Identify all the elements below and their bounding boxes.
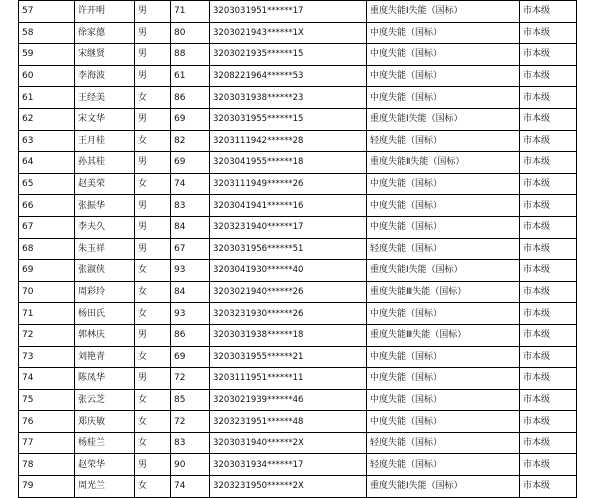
- cell-name: 张淑侠: [75, 260, 135, 282]
- table-row: [19, 281, 577, 303]
- cell-sex: 女: [135, 130, 171, 152]
- cell-area: 市本级: [520, 324, 577, 346]
- cell-sex: 男: [135, 65, 171, 87]
- cell-age: 84: [171, 216, 210, 238]
- cell-area: 市本级: [520, 65, 577, 87]
- cell-name: 李夫久: [75, 216, 135, 238]
- cell-sex: 女: [135, 260, 171, 282]
- disability-list-table: [18, 0, 577, 498]
- cell-sex: 男: [135, 368, 171, 390]
- cell-index: 70: [19, 281, 75, 303]
- cell-index: 61: [19, 87, 75, 109]
- cell-age: 80: [171, 22, 210, 44]
- cell-sex: 男: [135, 216, 171, 238]
- cell-index: 60: [19, 65, 75, 87]
- cell-disability-level: 中度失能（国标）: [367, 303, 520, 325]
- cell-disability-level: 重度失能Ⅲ失能（国标）: [367, 281, 520, 303]
- cell-sex: 女: [135, 389, 171, 411]
- cell-id-number: 3203031938******18: [210, 324, 367, 346]
- cell-id-number: 3203111951******11: [210, 368, 367, 390]
- cell-id-number: 3203041930******40: [210, 260, 367, 282]
- cell-index: 59: [19, 44, 75, 66]
- cell-name: 王经美: [75, 87, 135, 109]
- table-row: [19, 1, 577, 23]
- cell-index: 57: [19, 1, 75, 23]
- cell-disability-level: 重度失能Ⅰ失能（国标）: [367, 260, 520, 282]
- cell-area: 市本级: [520, 281, 577, 303]
- table-row: [19, 476, 577, 498]
- cell-index: 74: [19, 368, 75, 390]
- cell-index: 75: [19, 389, 75, 411]
- cell-index: 73: [19, 346, 75, 368]
- cell-area: 市本级: [520, 22, 577, 44]
- cell-age: 90: [171, 454, 210, 476]
- cell-index: 69: [19, 260, 75, 282]
- cell-id-number: 3203021939******46: [210, 389, 367, 411]
- cell-disability-level: 重度失能Ⅰ失能（国标）: [367, 108, 520, 130]
- table-row: [19, 22, 577, 44]
- cell-area: 市本级: [520, 173, 577, 195]
- cell-area: 市本级: [520, 238, 577, 260]
- cell-age: 74: [171, 173, 210, 195]
- cell-area: 市本级: [520, 346, 577, 368]
- cell-disability-level: 中度失能（国标）: [367, 346, 520, 368]
- cell-index: 65: [19, 173, 75, 195]
- table-row: [19, 173, 577, 195]
- cell-name: 徐家德: [75, 22, 135, 44]
- table-row: [19, 216, 577, 238]
- cell-age: 93: [171, 303, 210, 325]
- cell-age: 72: [171, 411, 210, 433]
- table-row: [19, 130, 577, 152]
- cell-disability-level: 中度失能（国标）: [367, 389, 520, 411]
- cell-disability-level: 中度失能（国标）: [367, 44, 520, 66]
- cell-area: 市本级: [520, 152, 577, 174]
- cell-name: 郑庆敏: [75, 411, 135, 433]
- cell-id-number: 3203231930******26: [210, 303, 367, 325]
- cell-disability-level: 中度失能（国标）: [367, 216, 520, 238]
- cell-id-number: 3203021935******15: [210, 44, 367, 66]
- cell-sex: 男: [135, 152, 171, 174]
- cell-disability-level: 轻度失能（国标）: [367, 238, 520, 260]
- cell-sex: 男: [135, 454, 171, 476]
- cell-index: 72: [19, 324, 75, 346]
- cell-age: 86: [171, 87, 210, 109]
- cell-area: 市本级: [520, 108, 577, 130]
- cell-disability-level: 重度失能Ⅰ失能（国标）: [367, 1, 520, 23]
- table-row: [19, 432, 577, 454]
- cell-area: 市本级: [520, 368, 577, 390]
- cell-disability-level: 中度失能（国标）: [367, 65, 520, 87]
- cell-sex: 女: [135, 432, 171, 454]
- cell-name: 李海波: [75, 65, 135, 87]
- cell-area: 市本级: [520, 216, 577, 238]
- table-row: [19, 44, 577, 66]
- cell-area: 市本级: [520, 195, 577, 217]
- table-row: [19, 108, 577, 130]
- cell-age: 82: [171, 130, 210, 152]
- cell-name: 宋继贤: [75, 44, 135, 66]
- cell-disability-level: 重度失能Ⅱ失能（国标）: [367, 152, 520, 174]
- table-row: [19, 324, 577, 346]
- cell-id-number: 3203231951******48: [210, 411, 367, 433]
- cell-sex: 女: [135, 87, 171, 109]
- cell-name: 宋文华: [75, 108, 135, 130]
- cell-disability-level: 中度失能（国标）: [367, 195, 520, 217]
- cell-name: 赵美荣: [75, 173, 135, 195]
- cell-disability-level: 轻度失能（国标）: [367, 130, 520, 152]
- table-row: [19, 411, 577, 433]
- cell-area: 市本级: [520, 260, 577, 282]
- cell-disability-level: 重度失能Ⅰ失能（国标）: [367, 476, 520, 498]
- cell-index: 62: [19, 108, 75, 130]
- cell-age: 83: [171, 432, 210, 454]
- cell-age: 67: [171, 238, 210, 260]
- table-row: [19, 454, 577, 476]
- cell-name: 许开明: [75, 1, 135, 23]
- cell-disability-level: 中度失能（国标）: [367, 173, 520, 195]
- cell-age: 61: [171, 65, 210, 87]
- cell-id-number: 3203041955******18: [210, 152, 367, 174]
- cell-index: 68: [19, 238, 75, 260]
- cell-area: 市本级: [520, 476, 577, 498]
- cell-index: 79: [19, 476, 75, 498]
- cell-id-number: 3208221964******53: [210, 65, 367, 87]
- cell-id-number: 3203031955******21: [210, 346, 367, 368]
- cell-name: 杨田氏: [75, 303, 135, 325]
- cell-id-number: 3203111942******28: [210, 130, 367, 152]
- cell-id-number: 3203041941******16: [210, 195, 367, 217]
- cell-age: 69: [171, 108, 210, 130]
- cell-age: 85: [171, 389, 210, 411]
- cell-age: 83: [171, 195, 210, 217]
- cell-name: 孙其桂: [75, 152, 135, 174]
- cell-name: 王月桂: [75, 130, 135, 152]
- cell-disability-level: 中度失能（国标）: [367, 87, 520, 109]
- cell-id-number: 3203031934******17: [210, 454, 367, 476]
- cell-id-number: 3203111949******26: [210, 173, 367, 195]
- cell-id-number: 3203031938******23: [210, 87, 367, 109]
- cell-index: 67: [19, 216, 75, 238]
- cell-age: 74: [171, 476, 210, 498]
- cell-sex: 女: [135, 346, 171, 368]
- table-row: [19, 389, 577, 411]
- cell-area: 市本级: [520, 432, 577, 454]
- cell-sex: 女: [135, 173, 171, 195]
- cell-sex: 女: [135, 411, 171, 433]
- cell-disability-level: 轻度失能（国标）: [367, 454, 520, 476]
- cell-age: 88: [171, 44, 210, 66]
- cell-sex: 男: [135, 108, 171, 130]
- cell-area: 市本级: [520, 303, 577, 325]
- cell-age: 69: [171, 152, 210, 174]
- cell-index: 58: [19, 22, 75, 44]
- cell-age: 93: [171, 260, 210, 282]
- cell-name: 赵荣华: [75, 454, 135, 476]
- cell-area: 市本级: [520, 389, 577, 411]
- cell-name: 周光兰: [75, 476, 135, 498]
- cell-index: 71: [19, 303, 75, 325]
- cell-index: 63: [19, 130, 75, 152]
- cell-id-number: 3203231940******17: [210, 216, 367, 238]
- cell-name: 陈凤华: [75, 368, 135, 390]
- cell-sex: 女: [135, 303, 171, 325]
- cell-name: 朱玉祥: [75, 238, 135, 260]
- cell-age: 84: [171, 281, 210, 303]
- cell-name: 周彩玲: [75, 281, 135, 303]
- cell-disability-level: 中度失能（国标）: [367, 22, 520, 44]
- table-row: [19, 87, 577, 109]
- table-body: [19, 1, 577, 498]
- table-row: [19, 303, 577, 325]
- table-row: [19, 65, 577, 87]
- cell-disability-level: 中度失能（国标）: [367, 368, 520, 390]
- cell-index: 76: [19, 411, 75, 433]
- cell-sex: 男: [135, 22, 171, 44]
- cell-id-number: 3203031940******2X: [210, 432, 367, 454]
- cell-sex: 男: [135, 44, 171, 66]
- table-row: [19, 238, 577, 260]
- cell-id-number: 3203021943******1X: [210, 22, 367, 44]
- cell-name: 郭林庆: [75, 324, 135, 346]
- cell-area: 市本级: [520, 1, 577, 23]
- table-row: [19, 152, 577, 174]
- cell-area: 市本级: [520, 411, 577, 433]
- cell-age: 69: [171, 346, 210, 368]
- cell-sex: 男: [135, 1, 171, 23]
- cell-sex: 男: [135, 238, 171, 260]
- table-row: [19, 195, 577, 217]
- table-row: [19, 260, 577, 282]
- cell-index: 77: [19, 432, 75, 454]
- cell-name: 杨桂兰: [75, 432, 135, 454]
- cell-disability-level: 轻度失能（国标）: [367, 432, 520, 454]
- cell-age: 72: [171, 368, 210, 390]
- cell-sex: 女: [135, 281, 171, 303]
- cell-disability-level: 重度失能Ⅲ失能（国标）: [367, 324, 520, 346]
- cell-id-number: 3203021940******26: [210, 281, 367, 303]
- cell-area: 市本级: [520, 130, 577, 152]
- cell-sex: 女: [135, 476, 171, 498]
- cell-area: 市本级: [520, 44, 577, 66]
- table-row: [19, 346, 577, 368]
- cell-index: 78: [19, 454, 75, 476]
- cell-id-number: 3203231950******2X: [210, 476, 367, 498]
- cell-area: 市本级: [520, 454, 577, 476]
- cell-name: 张云芝: [75, 389, 135, 411]
- cell-index: 66: [19, 195, 75, 217]
- cell-age: 86: [171, 324, 210, 346]
- cell-id-number: 3203031956******51: [210, 238, 367, 260]
- cell-name: 刘艳青: [75, 346, 135, 368]
- cell-disability-level: 中度失能（国标）: [367, 411, 520, 433]
- cell-id-number: 3203031951******17: [210, 1, 367, 23]
- cell-area: 市本级: [520, 87, 577, 109]
- cell-age: 71: [171, 1, 210, 23]
- cell-name: 张振华: [75, 195, 135, 217]
- cell-sex: 男: [135, 195, 171, 217]
- table-row: [19, 368, 577, 390]
- cell-index: 64: [19, 152, 75, 174]
- cell-sex: 男: [135, 324, 171, 346]
- cell-id-number: 3203031955******15: [210, 108, 367, 130]
